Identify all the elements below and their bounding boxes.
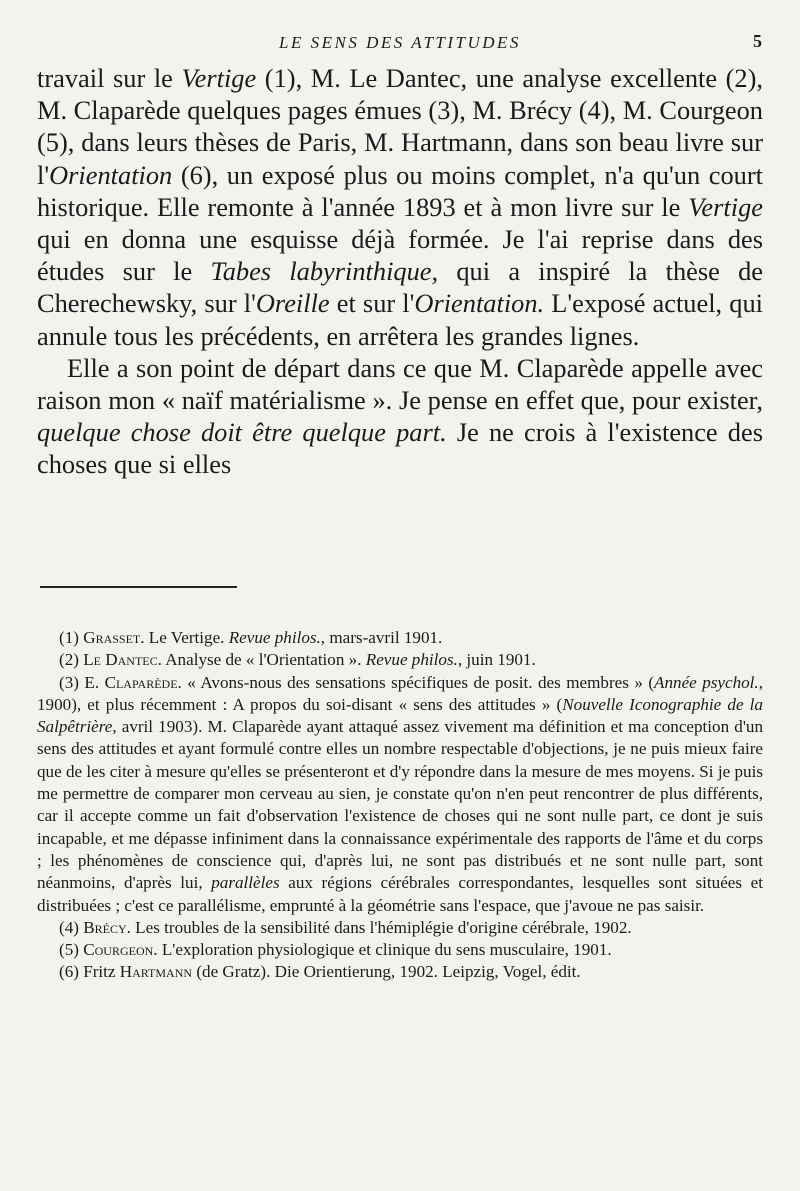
footnote-1 (37, 627, 763, 649)
running-title: LE SENS DES ATTITUDES (279, 33, 521, 52)
footnote-author: Grasset (83, 628, 141, 647)
italic-title: Vertige (688, 191, 763, 222)
body-paragraph-1 (37, 62, 763, 352)
footnote-number: (6) Fritz (59, 962, 120, 982)
text-span: , 1900), et plus récemment : A propos du soi-disant « sens des attitudes » ( (37, 672, 763, 714)
footnote-author: Claparède (104, 672, 178, 692)
text-span: . L'exploration physiologique et clinique du sens musculaire, 1901. (153, 940, 612, 960)
italic-title: Vertige (181, 63, 257, 93)
text-span: travail sur le (37, 63, 182, 93)
footnote-author: Hartmann (119, 962, 193, 982)
footnote-journal: Revue philos. (228, 628, 321, 647)
footnote-author: Courgeon (83, 940, 154, 960)
text-span: . Les troubles de la sensibilité dans l'hémiplégie d'origine cérébrale, 1902. (126, 917, 632, 937)
text-span: et sur l' (329, 288, 415, 319)
italic-title: Orientation. (414, 288, 545, 319)
footnote-number: (1) (59, 628, 84, 647)
text-span: L'exposé actuel, qui annule tous les précédents, en arrêtera les grandes lignes. (37, 288, 763, 351)
text-span: , juin 1901. (457, 650, 536, 670)
footnote-4 (37, 917, 763, 939)
text-span: Elle a son point de départ dans ce que M. Claparède appelle avec raison mon « naïf matérialisme ». Je pense en effet que, pour exister, (37, 352, 763, 416)
footnote-number: (3) E. (59, 672, 105, 692)
footnote-author: Brécy (83, 917, 127, 937)
footnote-6 (37, 961, 763, 983)
text-span: (1), M. Le Dantec, une analyse excellente (2), M. Claparède quelques pages émues (3), M. Brécy (4), M. Courgeon (5), dans leurs thèses de Paris, M. Hartmann, dans son beau livre sur l' (37, 63, 764, 190)
text-span: . « Avons-nous des sensations spécifiques de posit. des membres » ( (177, 672, 655, 692)
text-span: (de Gratz). Die Orientierung, 1902. Leipzig, Vogel, édit. (192, 962, 581, 982)
footnote-number: (4) (59, 917, 84, 937)
text-span: (6), un exposé plus ou moins complet, n'a qu'un court historique. Elle remonte à l'année 1893 et à mon livre sur le (37, 159, 763, 222)
footnote-author: Le Dantec (83, 650, 158, 670)
footnote-2 (37, 649, 763, 671)
italic-title: Tabes labyrinthique, (210, 256, 439, 287)
footnote-number: (2) (59, 650, 84, 670)
footnote-journal: Revue philos. (365, 650, 458, 670)
body-paragraph-2 (37, 352, 763, 481)
italic-emphasis: parallèles (211, 873, 280, 893)
text-span: . Analyse de « l'Orientation ». (157, 650, 366, 670)
footnote-5 (37, 939, 763, 961)
text-span: , mars-avril 1901. (320, 628, 443, 647)
running-head (0, 31, 800, 55)
text-span: . Le Vertige. (140, 628, 229, 647)
footnote-journal: Nouvelle Iconographie de la Salpêtrière (37, 694, 763, 737)
italic-title: Orientation (49, 159, 173, 190)
page-number: 5 (753, 31, 762, 51)
body-text (37, 62, 763, 481)
text-span: Je ne crois à l'existence des choses que si elles (37, 417, 763, 480)
italic-title: Oreille (255, 288, 330, 319)
footnote-3 (37, 672, 763, 917)
footnote-separator (40, 586, 237, 588)
footnote-number: (5) (59, 940, 84, 960)
text-span: , avril 1903). M. Claparède ayant attaqué assez vivement ma définition et ma conception d'un sens des attitudes et ayant formulé contre elles un nombre respectable d'objections, je ne puis mieux faire que de les citer à mesure qu'elles se présenteront et d'y répondre dans la mesure de mes moyens. Si je puis me permettre de comparer mon cerveau au sien, je constate qu'on n'en peut rencontrer de plus différents, car il accepte comme un fait d'observation l'existence de choses qui ne sont nulle part, ce dont je suis incapable, et me dépasse infiniment dans la connaissance expérimentale des rapports de l'âme et du corps ; les phénomènes de conscience qui, d'après lui, ne sont pas distribués et ne sont nulle part, sont néanmoins, d'après lui, (37, 717, 763, 893)
footnotes (37, 627, 763, 984)
text-span: aux régions cérébrales correspondantes, lesquelles sont situées et distribuées ; c'est ce parallélisme, emprunté à la géométrie sans l'espace, que j'avoue ne pas saisir. (37, 873, 763, 915)
text-span: qui a inspiré la thèse de Cherechewsky, sur l' (37, 256, 764, 319)
footnote-journal: Année psychol. (654, 672, 759, 692)
italic-emphasis: quelque chose doit être quelque part. (37, 417, 447, 448)
text-span: qui en donna une esquisse déjà formée. Je l'ai reprise dans des études sur le (37, 224, 763, 287)
